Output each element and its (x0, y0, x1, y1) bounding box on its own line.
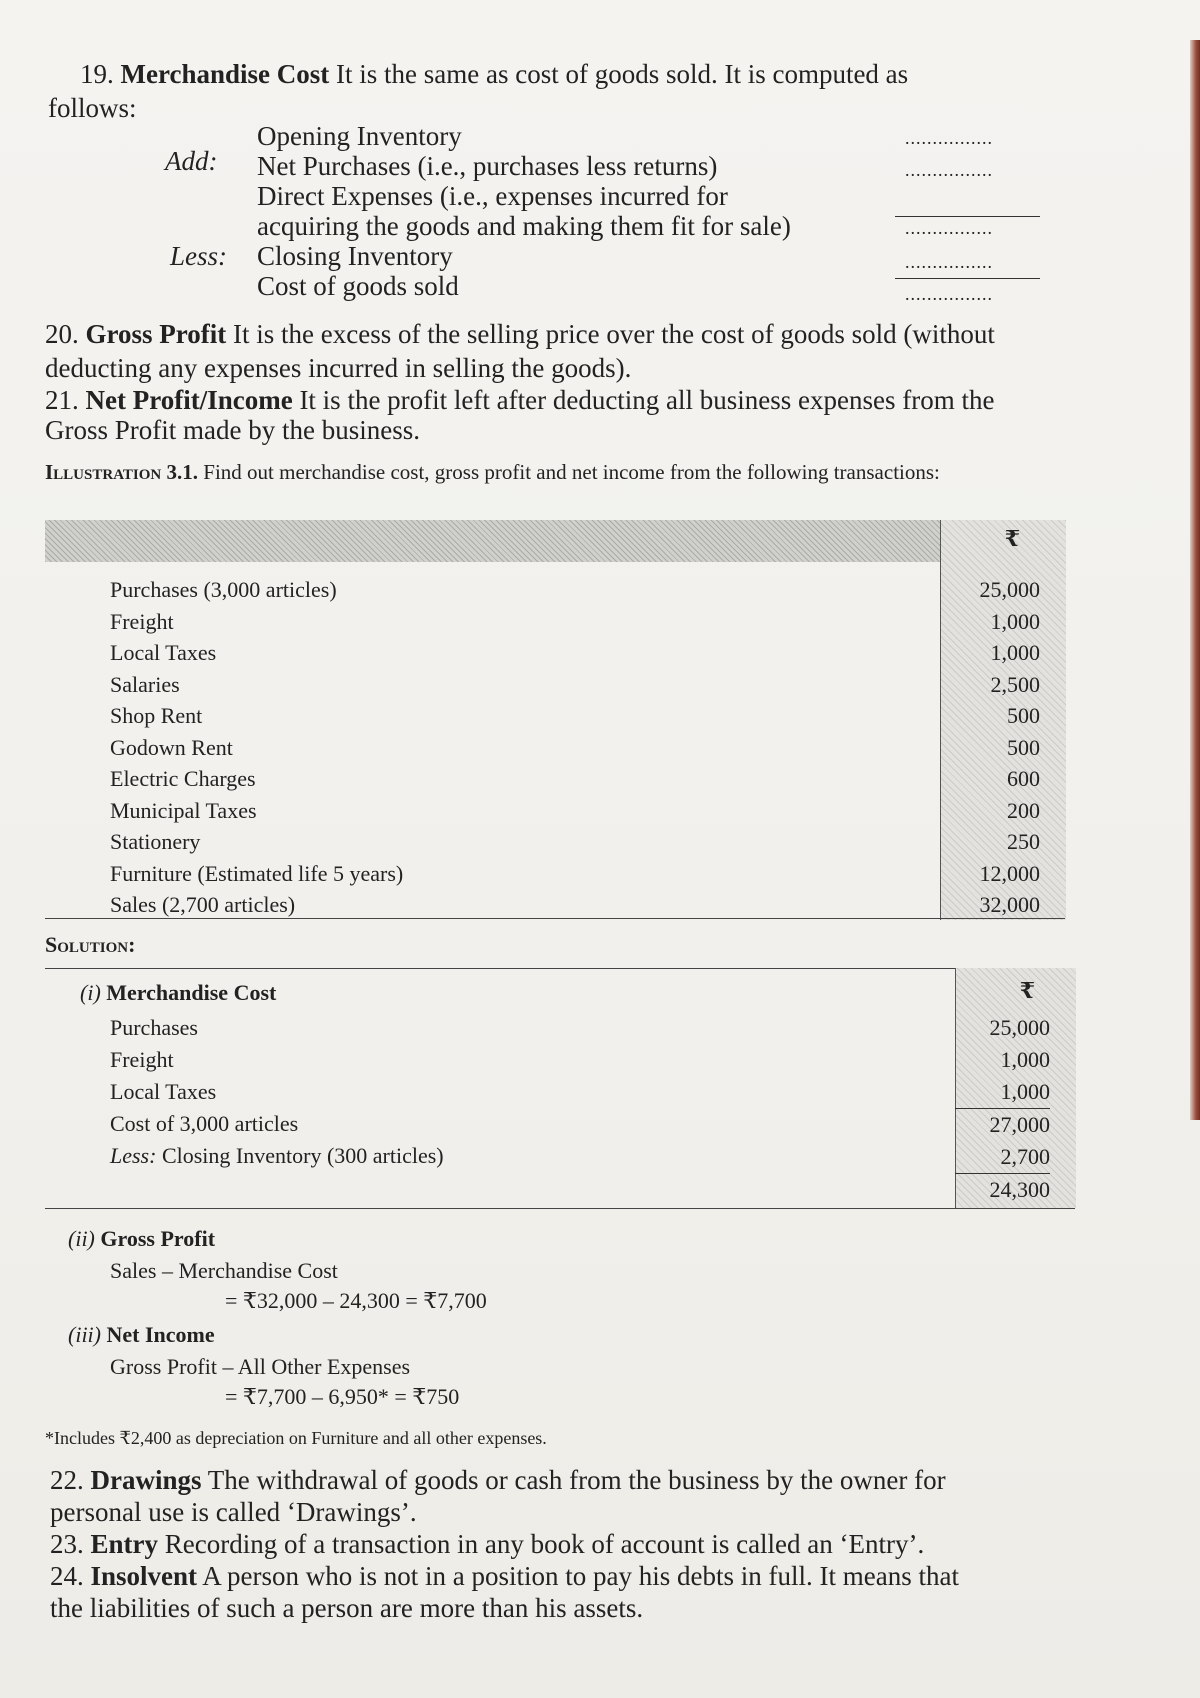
part-2-line-2: = ₹32,000 – 24,300 = ₹7,700 (225, 1288, 487, 1313)
table-row-label: Furniture (Estimated life 5 years) (110, 860, 404, 886)
part-1-title: Merchandise Cost (106, 980, 277, 1005)
section-21-text-continued: Gross Profit made by the business. (45, 415, 420, 445)
solution-row-amount-total: 24,300 (989, 1177, 1050, 1202)
section-23-term: Entry (90, 1529, 158, 1559)
table-row-label: Freight (110, 608, 174, 634)
dots-5: ................ (905, 284, 993, 304)
table-row-amount: 500 (1007, 734, 1040, 760)
part-3-title: Net Income (106, 1322, 215, 1347)
solution-amounts (955, 1012, 1050, 1206)
part-2-line-1: Sales – Merchandise Cost (110, 1258, 338, 1283)
table-row-amount: 2,500 (990, 671, 1040, 697)
table-row-label: Godown Rent (110, 734, 233, 760)
section-22-line (50, 1464, 1160, 1497)
table-row-label: Shop Rent (110, 703, 203, 728)
table-row-label: Salaries (110, 671, 180, 697)
section-19-number: 19. (80, 59, 114, 89)
section-24-term: Insolvent (90, 1561, 198, 1591)
solution-row-label: Cost of 3,000 articles (110, 1111, 299, 1136)
table-row-amount: 25,000 (979, 577, 1040, 602)
table-row-amount: 1,000 (990, 608, 1040, 634)
section-20-text: It is the excess of the selling price over the cost of goods sold (without (233, 319, 995, 349)
less-prefix: Less: (110, 1143, 157, 1168)
currency-symbol-header: ₹ (1004, 526, 1020, 551)
table-row-amount: 32,000 (979, 892, 1040, 917)
table-row-amount: 250 (1007, 829, 1040, 854)
section-21-text: It is the profit left after deducting all business expenses from the (299, 385, 995, 415)
net-purchases: Net Purchases (i.e., purchases less returns) (257, 151, 718, 181)
footnote: *Includes ₹2,400 as depreciation on Furniture and all other expenses. (45, 1428, 547, 1448)
solution-row-label: Local Taxes (110, 1079, 217, 1104)
solution-row-label: Less: Closing Inventory (300 articles) (110, 1143, 444, 1168)
less-label: Less: (170, 241, 228, 271)
solution-row-amount: 2,700 (955, 1141, 1050, 1174)
section-21-line (45, 384, 1165, 417)
section-19-term: Merchandise Cost (120, 59, 330, 89)
solution-label: Solution: (45, 932, 136, 957)
part-3-line-2: = ₹7,700 – 6,950* = ₹750 (225, 1384, 460, 1409)
table-header-band (45, 520, 1065, 562)
solution-top-rule (45, 968, 1075, 969)
section-20-text-continued: deducting any expenses incurred in selling the goods). (45, 353, 632, 383)
table-amounts (940, 574, 1040, 921)
table-row-amount: 1,000 (990, 640, 1040, 665)
solution-row-amount: 25,000 (989, 1015, 1050, 1040)
section-23-text: Recording of a transaction in any book of account is called an ‘Entry’. (164, 1529, 925, 1559)
part-3-number: (iii) (68, 1322, 101, 1347)
section-21-term: Net Profit/Income (85, 385, 293, 415)
table-row-amount: 500 (1007, 703, 1040, 728)
section-24-number: 24. (50, 1561, 84, 1591)
part-3-heading (68, 1322, 215, 1348)
table-row-label: Purchases (3,000 articles) (110, 577, 337, 602)
section-22-text: The withdrawal of goods or cash from the business by the owner for (207, 1465, 946, 1495)
dots-3: ................ (905, 218, 993, 238)
dots-1: ................ (905, 128, 993, 148)
part-1-heading (80, 980, 276, 1006)
table-row-amount: 200 (1007, 797, 1040, 823)
table-labels (110, 574, 403, 921)
direct-expenses-cont: acquiring the goods and making them fit for sale) (257, 211, 791, 241)
opening-inventory: Opening Inventory (257, 121, 462, 151)
solution-row-label: Purchases (110, 1015, 198, 1040)
section-19-text: It is the same as cost of goods sold. It is computed as (336, 59, 909, 89)
table-row-label: Electric Charges (110, 766, 256, 791)
section-23-line (50, 1528, 1160, 1561)
sum-line-top (895, 216, 1040, 217)
table-row-label: Local Taxes (110, 640, 217, 665)
illustration-label: Illustration 3.1. (45, 460, 199, 484)
part-2-number: (ii) (68, 1226, 95, 1251)
solution-row-amount: 1,000 (955, 1076, 1050, 1109)
section-20-number: 20. (45, 319, 79, 349)
section-21-number: 21. (45, 385, 79, 415)
illustration-line (45, 460, 940, 485)
part-3-line-1: Gross Profit – All Other Expenses (110, 1354, 411, 1379)
section-24-line (50, 1560, 1160, 1593)
part-2-heading (68, 1226, 215, 1252)
section-24-text: A person who is not in a position to pay his debts in full. It means that (202, 1561, 959, 1591)
section-24-text-continued: the liabilities of such a person are more than his assets. (50, 1593, 644, 1623)
illustration-text: Find out merchandise cost, gross profit and net income from the following transactions: (203, 460, 940, 484)
page-edge-shadow (1190, 40, 1200, 1120)
table-row-label: Sales (2,700 articles) (110, 892, 296, 917)
section-22-number: 22. (50, 1465, 84, 1495)
add-label: Add: (165, 146, 218, 176)
section-20-term: Gross Profit (85, 319, 227, 349)
table-row-amount: 600 (1007, 766, 1040, 791)
section-23-number: 23. (50, 1529, 84, 1559)
table-row-label: Stationery (110, 829, 201, 854)
part-1-number: (i) (80, 980, 101, 1005)
sum-line-bottom (895, 278, 1040, 279)
table-row-label: Municipal Taxes (110, 797, 257, 823)
solution-row-amount: 1,000 (1000, 1047, 1050, 1072)
section-19-heading-line (80, 58, 1080, 91)
cost-of-goods-sold: Cost of goods sold (257, 271, 459, 301)
closing-inventory: Closing Inventory (257, 241, 453, 271)
direct-expenses: Direct Expenses (i.e., expenses incurred for (257, 181, 728, 211)
table-row-amount: 12,000 (979, 860, 1040, 886)
solution-row-label: Freight (110, 1047, 174, 1072)
section-22-term: Drawings (90, 1465, 202, 1495)
part-2-title: Gross Profit (100, 1226, 216, 1251)
dots-4: ................ (905, 252, 993, 272)
section-20-line (45, 318, 1165, 351)
solution-row-amount: 27,000 (989, 1112, 1050, 1137)
dots-2: ................ (905, 160, 993, 180)
solution-labels (110, 1012, 444, 1172)
solution-currency-symbol: ₹ (1019, 978, 1035, 1003)
solution-bottom-rule (45, 1208, 1075, 1209)
section-22-text-continued: personal use is called ‘Drawings’. (50, 1497, 417, 1527)
section-19-text-continued: follows: (48, 93, 137, 123)
